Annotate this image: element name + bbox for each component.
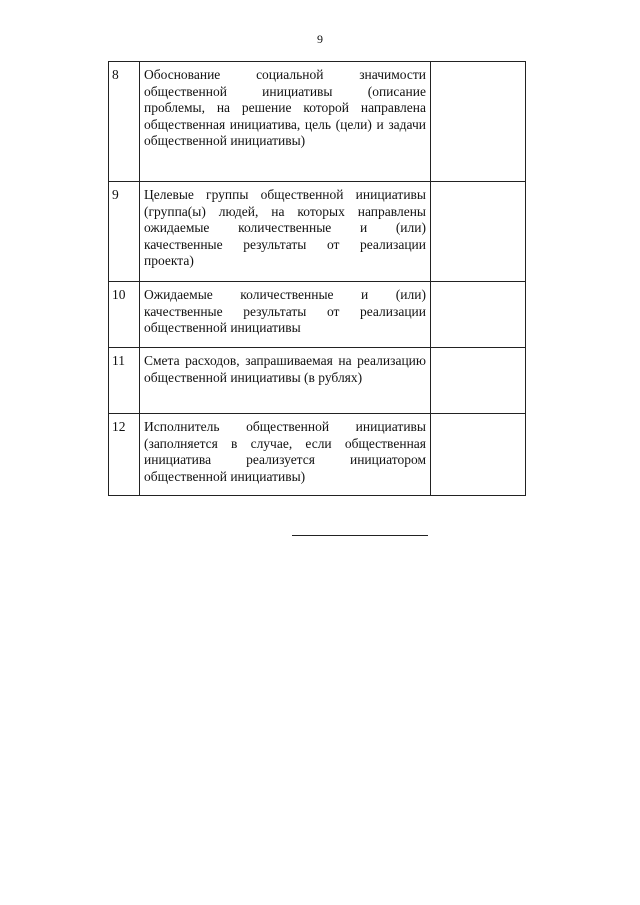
table-row: [109, 348, 526, 414]
application-form-table: [108, 61, 526, 496]
row-description: Обоснование социальной значимости общественной инициативы (описание проблемы, на решение которой направлена общественная инициатива, цель (цели) и задачи общественной инициативы): [140, 62, 431, 182]
table-row: [109, 414, 526, 496]
row-answer-cell[interactable]: [431, 348, 526, 414]
row-description: Целевые группы общественной инициативы (группа(ы) людей, на которых направлены ожидаемые количественные и (или) качественные результаты от реализации проекта): [140, 182, 431, 282]
closing-separator-line: [292, 535, 428, 536]
table-row: [109, 282, 526, 348]
row-answer-cell[interactable]: [431, 414, 526, 496]
row-answer-cell[interactable]: [431, 62, 526, 182]
row-description: Ожидаемые количественные и (или) качественные результаты от реализации общественной инициативы: [140, 282, 431, 348]
row-number: 12: [109, 414, 140, 496]
row-number: 11: [109, 348, 140, 414]
table-row: [109, 182, 526, 282]
row-description: Исполнитель общественной инициативы (заполняется в случае, если общественная инициатива реализуется инициатором общественной инициативы): [140, 414, 431, 496]
row-answer-cell[interactable]: [431, 182, 526, 282]
row-answer-cell[interactable]: [431, 282, 526, 348]
row-description: Смета расходов, запрашиваемая на реализацию общественной инициативы (в рублях): [140, 348, 431, 414]
table-row: [109, 62, 526, 182]
row-number: 9: [109, 182, 140, 282]
row-number: 10: [109, 282, 140, 348]
page-number: 9: [317, 32, 323, 46]
row-number: 8: [109, 62, 140, 182]
